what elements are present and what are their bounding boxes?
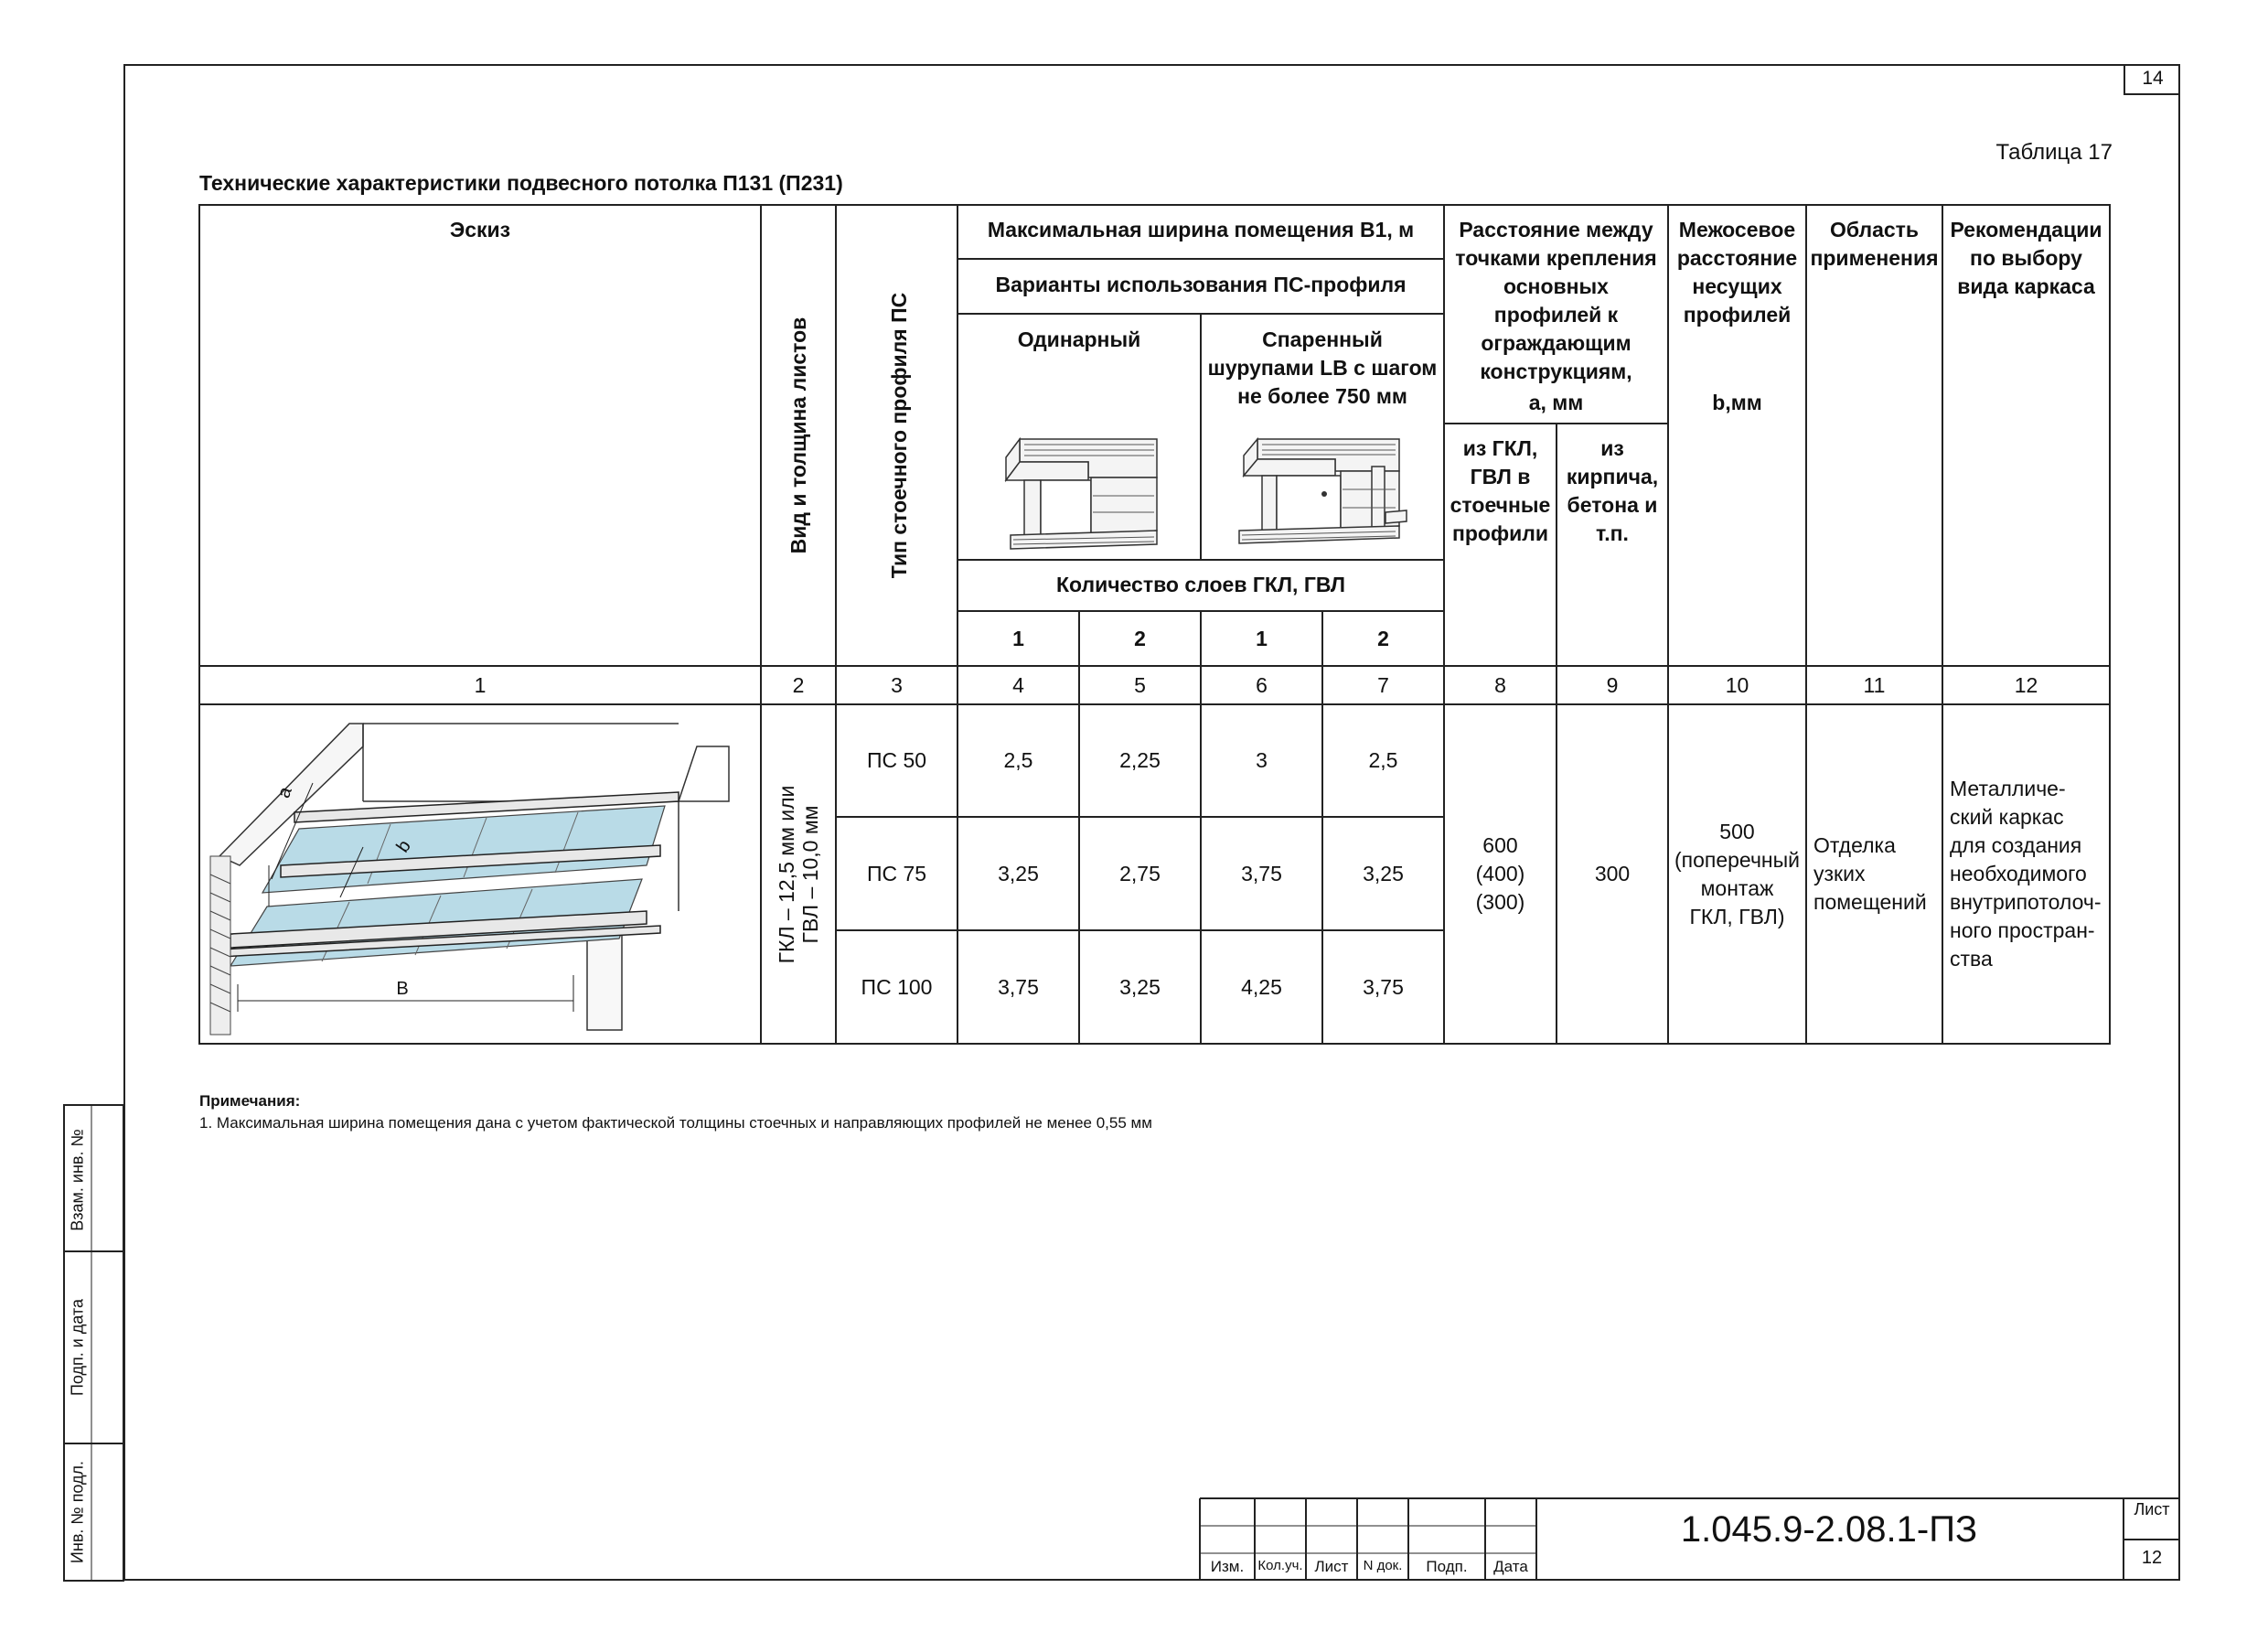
header-layer-col-4: 2 — [1377, 626, 1389, 650]
header-axis-distance: Межосевое расстояние несущих профилей — [1676, 218, 1798, 327]
stamp-replace-inv: Взам. инв. № — [68, 1129, 87, 1231]
header-sheet-type: Вид и толщина листов — [786, 317, 810, 554]
row-1-val-1: 2,5 — [1003, 748, 1033, 772]
header-distance-unit: а, мм — [1528, 391, 1584, 414]
row-2-val-3: 3,75 — [1241, 861, 1282, 885]
header-single: Одинарный — [1017, 327, 1141, 351]
header-recommendations: Рекомендации по выбору вида каркаса — [1950, 218, 2102, 298]
sheet-number: 12 — [2141, 1548, 2163, 1568]
row-2-profile: ПС 75 — [866, 861, 927, 885]
col-num-7: 7 — [1377, 672, 1389, 697]
row-3-val-3: 4,25 — [1241, 974, 1282, 999]
table-number: Таблица 17 — [1995, 140, 2113, 165]
col-num-6: 6 — [1256, 672, 1268, 697]
header-variants: Варианты использования ПС-профиля — [995, 273, 1407, 296]
header-layer-col-3: 1 — [1256, 626, 1268, 650]
col-num-2: 2 — [792, 672, 805, 697]
page-number-top: 14 — [2124, 64, 2180, 95]
stamp-inv-original: Инв. № подл. — [68, 1460, 87, 1564]
row-3-profile: ПС 100 — [861, 974, 933, 999]
stamp-sign-date: Подп. и дата — [68, 1298, 87, 1397]
col-num-1: 1 — [474, 672, 487, 697]
stamp-cap-izm: Изм. — [1210, 1558, 1245, 1575]
table-title: Технические характеристики подвесного потолка П131 (П231) — [199, 171, 843, 195]
row-1-val-2: 2,25 — [1119, 748, 1161, 772]
header-layers: Количество слоев ГКЛ, ГВЛ — [1055, 573, 1346, 596]
stamp-cap-ndoc: N док. — [1363, 1558, 1403, 1573]
col-num-9: 9 — [1606, 672, 1619, 697]
row-2-val-2: 2,75 — [1119, 861, 1161, 885]
col-num-10: 10 — [1725, 672, 1749, 697]
header-layer-col-2: 2 — [1134, 626, 1146, 650]
header-profile-type: Тип стоечного профиля ПС — [887, 292, 911, 579]
sketch-label-B: B — [396, 979, 409, 999]
stamp-cap-date: Дата — [1493, 1558, 1528, 1575]
notes-title: Примечания: — [199, 1092, 301, 1110]
header-from-brick: из кирпича, бетона и т.п. — [1566, 436, 1659, 545]
row-3-val-1: 3,75 — [998, 974, 1039, 999]
application-value: Отделка узких помещений — [1813, 833, 1927, 914]
dist-brick-value: 300 — [1594, 862, 1631, 885]
sketch-label-b: b — [392, 836, 415, 857]
row-3-val-4: 3,75 — [1363, 974, 1404, 999]
dist-gkl-value: 600 (400) (300) — [1475, 833, 1525, 914]
row-1-val-4: 2,5 — [1368, 748, 1398, 772]
sketch-label-a: a — [273, 784, 296, 801]
col-num-4: 4 — [1012, 672, 1024, 697]
header-application: Область применения — [1810, 218, 1939, 270]
stamp-cap-kol: Кол.уч. — [1257, 1558, 1303, 1573]
note-item-1: 1. Максимальная ширина помещения дана с учетом фактической толщины стоечных и направляющих профилей не менее 0,55 мм — [199, 1114, 1152, 1132]
recommendation-value: Металличе- ский каркас для создания необходимого внутрипотолоч- ного простран- ства — [1950, 777, 2102, 971]
stamp-cap-sign: Подп. — [1426, 1558, 1468, 1575]
header-distance: Расстояние между точками крепления основных профилей к ограждающим конструкциям, — [1455, 218, 1657, 383]
row-3-val-2: 3,25 — [1119, 974, 1161, 999]
col-num-11: 11 — [1863, 672, 1886, 697]
col-num-8: 8 — [1494, 672, 1506, 697]
header-from-gkl: из ГКЛ, ГВЛ в стоечные профили — [1450, 436, 1551, 545]
header-paired: Спаренный шурупами LB с шагом не более 750 мм — [1207, 327, 1438, 408]
col-num-3: 3 — [891, 672, 903, 697]
col-num-5: 5 — [1134, 672, 1146, 697]
row-2-val-4: 3,25 — [1363, 861, 1404, 885]
stamp-cap-list: Лист — [1314, 1558, 1349, 1575]
header-layer-col-1: 1 — [1012, 626, 1024, 650]
sheet-spec: ГКЛ – 12,5 мм или ГВЛ – 10,0 мм — [775, 785, 822, 964]
document-code: 1.045.9-2.08.1-ПЗ — [1680, 1509, 1978, 1550]
row-2-val-1: 3,25 — [998, 861, 1039, 885]
row-1-val-3: 3 — [1256, 748, 1268, 772]
sheet-label: Лист — [2134, 1500, 2170, 1518]
axis-distance-value: 500 (поперечный монтаж ГКЛ, ГВЛ) — [1674, 819, 1801, 928]
header-sketch: Эскиз — [449, 218, 511, 241]
header-axis-unit: b,мм — [1712, 391, 1762, 414]
header-max-width: Максимальная ширина помещения В1, м — [987, 218, 1415, 241]
row-1-profile: ПС 50 — [866, 748, 927, 772]
col-num-12: 12 — [2014, 672, 2038, 697]
